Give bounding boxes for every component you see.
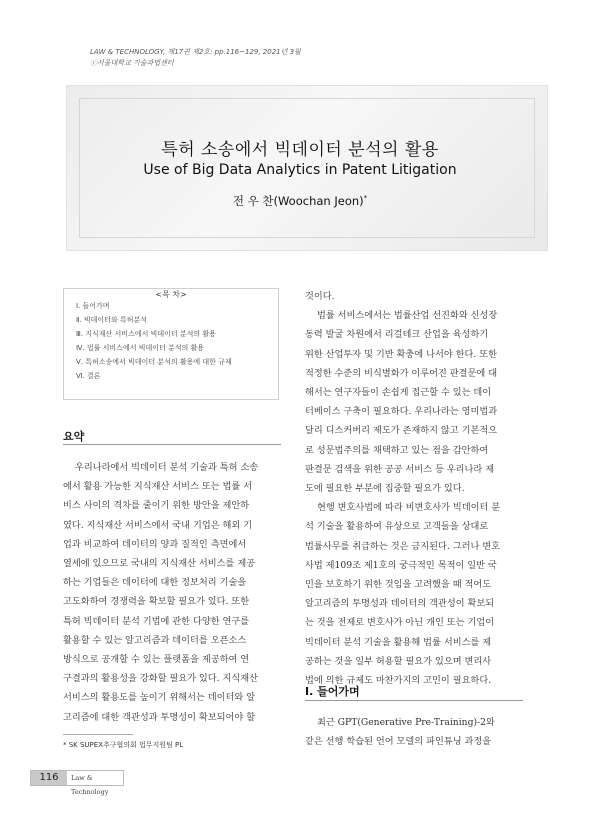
- body-line: 현행 변호사법에 따라 비변호사가 빅데이터 분: [317, 502, 501, 514]
- intro-rule: [305, 700, 523, 701]
- footnote-rule: [63, 734, 133, 735]
- body-line: 위한 산업투자 및 기반 확충에 나서야 한다. 또한: [305, 348, 497, 360]
- toc-list: [76, 299, 232, 383]
- body-line: 법률사무를 취급하는 것은 금지된다. 그러나 변호: [305, 540, 501, 552]
- journal-header: [90, 47, 301, 69]
- body-line: 동력 발굴 차원에서 리걸테크 산업을 육성하기: [305, 329, 489, 341]
- author-line: [0, 193, 600, 209]
- footer-journal-name: Law & Technology: [71, 774, 109, 796]
- title-english: Use of Big Data Analytics in Patent Litigation: [143, 162, 457, 178]
- toc-item[interactable]: Ⅰ. 들어가며: [76, 302, 110, 310]
- author-footnote-mark: *: [363, 194, 368, 203]
- page-footer: [30, 770, 124, 796]
- abstract-rule: [63, 444, 281, 445]
- abstract-line: 였다. 지식재산 서비스에서 국내 기업은 해외 기: [63, 519, 253, 531]
- abstract-body: [63, 458, 281, 727]
- abstract-line: 하는 기업들은 데이터에 대한 정보처리 기술을: [63, 577, 247, 589]
- toc-heading: <목 차>: [149, 290, 192, 299]
- toc-item[interactable]: Ⅲ. 지식재산 서비스에서 빅데이터 분석의 활용: [76, 330, 216, 338]
- abstract-line: 서비스의 활용도를 높이기 위해서는 데이터와 알: [63, 692, 256, 704]
- abstract-paragraph: [63, 458, 281, 727]
- toc-item[interactable]: Ⅵ. 결론: [76, 372, 101, 380]
- body-line: 로 성문법주의를 채택하고 있는 점을 감안하여: [305, 444, 489, 456]
- body-line: 사법 제109조 제1호의 궁극적인 목적이 일반 국: [305, 559, 497, 571]
- body-line: 공하는 것을 일부 허용할 필요가 있으며 변리사: [305, 655, 492, 667]
- body-line: 는 것을 전제로 변호사가 아닌 개인 또는 기업이: [305, 617, 495, 629]
- right-paragraph-1: [305, 287, 523, 498]
- abstract-line: 열세에 있으므로 국내의 지식재산 서비스를 제공: [63, 558, 256, 570]
- body-line: 알고리즘의 투명성과 데이터의 객관성이 확보되: [305, 598, 495, 610]
- abstract-heading: 요약: [63, 430, 85, 443]
- intro-body: [305, 713, 523, 751]
- body-line: 빅데이터 분석 기술을 활용해 법률 서비스를 제: [305, 636, 492, 648]
- author-footnote: * SK SUPEX추구협의회 법무지원팀 PL: [63, 741, 184, 749]
- table-of-contents: [63, 288, 279, 400]
- body-line: 석 기술을 활용하여 유상으로 고객들을 상대로: [305, 521, 489, 533]
- right-paragraph-2: [305, 498, 523, 690]
- body-line: 민을 보호하기 위한 것임을 고려했을 때 적어도: [305, 579, 492, 591]
- body-line: 법률 서비스에서는 법률산업 선진화와 신성장: [317, 310, 498, 322]
- body-line: 같은 선행 학습된 언어 모델의 파인튜닝 과정을: [305, 736, 492, 748]
- intro-paragraph: [305, 713, 523, 751]
- abstract-line: 비스 사이의 격차를 줄이기 위한 방안을 제안하: [63, 500, 250, 512]
- abstract-line: 고도화하여 경쟁력을 확보할 필요가 있다. 또한: [63, 596, 250, 608]
- abstract-line: 고리즘에 대한 객관성과 투명성이 확보되어야 할: [63, 711, 256, 723]
- body-line: 법에 의한 규제도 마찬가지의 고민이 필요하다.: [305, 675, 492, 687]
- title-korean: 특허 소송에서 빅데이터 분석의 활용: [161, 140, 439, 160]
- body-line: 도에 필요한 부분에 집중할 필요가 있다.: [305, 483, 465, 495]
- body-line: 적정한 수준의 비식별화가 이루어진 판결문에 대: [305, 367, 498, 379]
- abstract-line: 활용할 수 있는 알고리즘과 데이터를 오픈소스: [63, 634, 247, 646]
- abstract-line: 업과 비교하여 데이터의 양과 질적인 측면에서: [63, 538, 247, 550]
- body-line: 최근 GPT(Generative Pre-Training)-2와: [317, 717, 495, 728]
- abstract-line: 구결과의 활용성을 강화할 필요가 있다. 지식재산: [63, 673, 259, 685]
- right-column: [305, 287, 523, 690]
- toc-item[interactable]: Ⅳ. 법률 서비스에서 빅데이터 분석의 활용: [76, 344, 205, 352]
- toc-item[interactable]: Ⅱ. 빅데이터와 특허분석: [76, 316, 147, 324]
- body-line: 해서는 연구자들이 손쉽게 접근할 수 있는 데이: [305, 387, 492, 399]
- body-line: 것이다.: [305, 291, 335, 302]
- body-line: 터베이스 구축이 필요하다. 우리나라는 영미법과: [305, 406, 498, 418]
- abstract-line: 방식으로 공개할 수 있는 플랫폼을 제공하여 연: [63, 654, 250, 666]
- publisher-line: ⓒ서울대학교 기술과법센터: [90, 59, 174, 67]
- body-line: 달리 디스커버리 제도가 존재하지 않고 기본적으: [305, 425, 498, 437]
- abstract-line: 특허 빅데이터 분석 기법에 관한 다양한 연구를: [63, 615, 250, 627]
- toc-item[interactable]: Ⅴ. 특허소송에서 빅데이터 분석의 활용에 대한 규제: [76, 358, 232, 366]
- body-line: 판결문 검색을 위한 공공 서비스 등 우리나라 제: [305, 463, 495, 475]
- abstract-line: 에서 활용 가능한 지식재산 서비스 또는 법률 서: [63, 481, 253, 493]
- abstract-line: 우리나라에서 빅데이터 분석 기술과 특허 소송: [75, 462, 259, 473]
- intro-heading: Ⅰ. 들어가며: [305, 685, 360, 698]
- page-number: 116: [31, 771, 67, 785]
- journal-citation: LAW & TECHNOLOGY, 제17권 제2호: pp.116~129, 2021년 3월: [90, 48, 301, 56]
- author-name: 전 우 찬(Woochan Jeon): [232, 194, 364, 208]
